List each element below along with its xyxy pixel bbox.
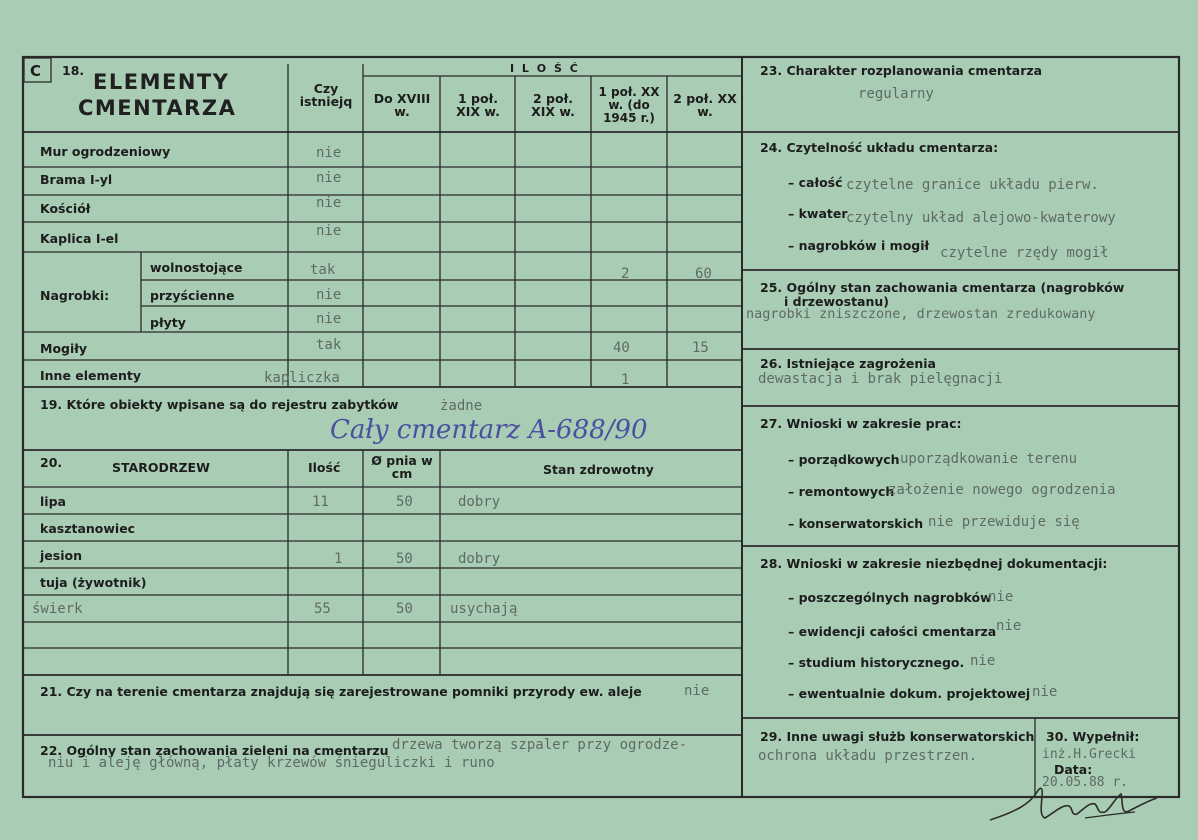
period-header-2: 1 poł. XIX w. (456, 91, 500, 119)
section-25-value: nagrobki zniszczone, drzewostan zredukowany (746, 306, 1096, 322)
row-exists-value: nie (316, 223, 342, 239)
row-exists-value: tak (310, 262, 336, 278)
period-header-1: Do XVIII w. (373, 91, 431, 119)
tree-count: 11 (312, 494, 329, 510)
row-exists-value: nie (316, 287, 342, 303)
section-27-item-value: założenie nowego ogrodzenia (888, 482, 1116, 498)
signature (985, 782, 1165, 832)
section-30-label: 30. Wypełnił: (1046, 729, 1140, 744)
tree-diameter: 50 (396, 551, 413, 567)
section-24-item-label: – nagrobków i mogił (788, 238, 930, 253)
section-22-value-line1: drzewa tworzą szpaler przy ogrodze- (392, 737, 688, 753)
section-28-item-label: – poszczególnych nagrobków (788, 590, 992, 605)
row-exists-value: tak (316, 337, 342, 353)
section-20-number: 20. (40, 455, 63, 470)
date-value: 20.05.88 r. (1042, 775, 1129, 790)
row-label: Brama I-yl (40, 172, 113, 187)
section-24-item-label: – całość (788, 175, 843, 190)
section-24-label: 24. Czytelność układu cmentarza: (760, 140, 999, 155)
row-exists-value: nie (316, 145, 342, 161)
row-label: Nagrobki: (40, 288, 110, 303)
row-period-4-value: 40 (613, 340, 630, 356)
section-28-item-value: nie (988, 589, 1014, 605)
section-24-item-label: – kwater (788, 206, 848, 221)
row-exists-value: kapliczka (264, 370, 340, 386)
row-sublabel: przyścienne (150, 288, 235, 303)
tree-name: świerk (32, 601, 83, 617)
section-25-label-line1: 25. Ogólny stan zachowania cmentarza (nagrobków (760, 280, 1125, 295)
section-25-label-line2: i drzewostanu) (784, 294, 889, 309)
tree-name: tuja (żywotnik) (40, 575, 147, 590)
section-27-label: 27. Wnioski w zakresie prac: (760, 416, 962, 431)
section-29-value: ochrona układu przestrzen. (758, 748, 978, 764)
tree-diameter: 50 (396, 601, 413, 617)
section-29-label: 29. Inne uwagi służb konserwatorskich (760, 729, 1035, 744)
section-19-label: 19. Które obiekty wpisane są do rejestru zabytków (40, 397, 399, 412)
section-26-value: dewastacja i brak pielęgnacji (758, 371, 1003, 387)
row-period-5-value: 15 (692, 340, 709, 356)
section-28-label: 28. Wnioski w zakresie niezbędnej dokumentacji: (760, 556, 1108, 571)
section-26-label: 26. Istniejące zagrożenia (760, 356, 936, 371)
row-exists-value: nie (316, 195, 342, 211)
row-label: Mogiły (40, 341, 88, 356)
section-22-value-line2: niu i aleję główną, płaty krzewów śnieguliczki i runo (48, 755, 495, 771)
row-label: Mur ogrodzeniowy (40, 144, 171, 159)
section-24-item-value: czytelny układ alejowo-kwaterowy (846, 210, 1116, 226)
row-label: Inne elementy (40, 368, 142, 383)
period-header-4: 1 poł. XX w. (do 1945 r.) (598, 85, 660, 125)
section-22-label: 22. Ogólny stan zachowania zieleni na cmentarzu (40, 743, 389, 758)
section-23-label: 23. Charakter rozplanowania cmentarza (760, 63, 1043, 78)
section-18-title-line2: CMENTARZA (78, 96, 237, 120)
tree-name: lipa (40, 494, 66, 509)
section-23-value: regularny (858, 86, 934, 102)
section-18-title-line1: ELEMENTY (93, 70, 230, 94)
column-count-header: Ilość (308, 460, 341, 475)
section-28-item-label: – studium historycznego. (788, 655, 965, 670)
tree-name: kasztanowiec (40, 521, 136, 536)
column-health-header: Stan zdrowotny (543, 462, 654, 477)
section-27-item-label: – konserwatorskich (788, 516, 924, 531)
row-sublabel: wolnostojące (150, 260, 243, 275)
section-21-value: nie (684, 683, 710, 699)
tree-health: dobry (458, 494, 501, 510)
section-27-item-value: nie przewiduje się (928, 514, 1080, 530)
filled-by-name: inż.H.Grecki (1042, 747, 1136, 762)
section-20-title: STARODRZEW (112, 460, 210, 475)
date-label: Data: (1054, 762, 1093, 777)
section-19-handwritten-note: Cały cmentarz A-688/90 (330, 415, 648, 445)
section-24-item-value: czytelne rzędy mogił (940, 245, 1109, 261)
row-exists-value: nie (316, 311, 342, 327)
tree-count: 1 (334, 551, 343, 567)
row-label: Kościół (40, 201, 91, 216)
section-28-item-value: nie (996, 618, 1022, 634)
section-24-item-value: czytelne granice układu pierw. (846, 177, 1099, 193)
section-18-number: 18. (62, 63, 85, 78)
column-diameter-header: Ø pnia w cm (371, 453, 433, 481)
row-label: Kaplica I-el (40, 231, 119, 246)
row-exists-value: nie (316, 170, 342, 186)
section-21-label: 21. Czy na terenie cmentarza znajdują się zarejestrowane pomniki przyrody ew. aleje (40, 684, 642, 699)
section-28-item-label: – ewidencji całości cmentarza (788, 624, 997, 639)
section-letter: C (30, 62, 42, 80)
row-sublabel: płyty (150, 315, 186, 330)
tree-diameter: 50 (396, 494, 413, 510)
section-28-item-value: nie (970, 653, 996, 669)
section-19-typed-value: żadne (440, 398, 483, 414)
row-period-5-value: 60 (695, 266, 712, 282)
column-exists-header: Czy istniejq (299, 81, 353, 109)
tree-count: 55 (314, 601, 331, 617)
section-27-item-value: uporządkowanie terenu (900, 451, 1078, 467)
section-27-item-label: – porządkowych (788, 452, 900, 467)
period-header-3: 2 poł. XIX w. (531, 91, 575, 119)
row-period-4-value: 2 (621, 266, 630, 282)
tree-health: dobry (458, 551, 501, 567)
section-28-item-value: nie (1032, 684, 1058, 700)
section-27-item-label: – remontowych (788, 484, 895, 499)
row-period-4-value: 1 (621, 372, 630, 388)
tree-name: jesion (40, 548, 82, 563)
period-header-5: 2 poł. XX w. (673, 91, 737, 119)
tree-health: usychają (450, 601, 518, 617)
quantity-header: I L O Ś Ć (510, 62, 580, 75)
section-28-item-label: – ewentualnie dokum. projektowej (788, 686, 1031, 701)
